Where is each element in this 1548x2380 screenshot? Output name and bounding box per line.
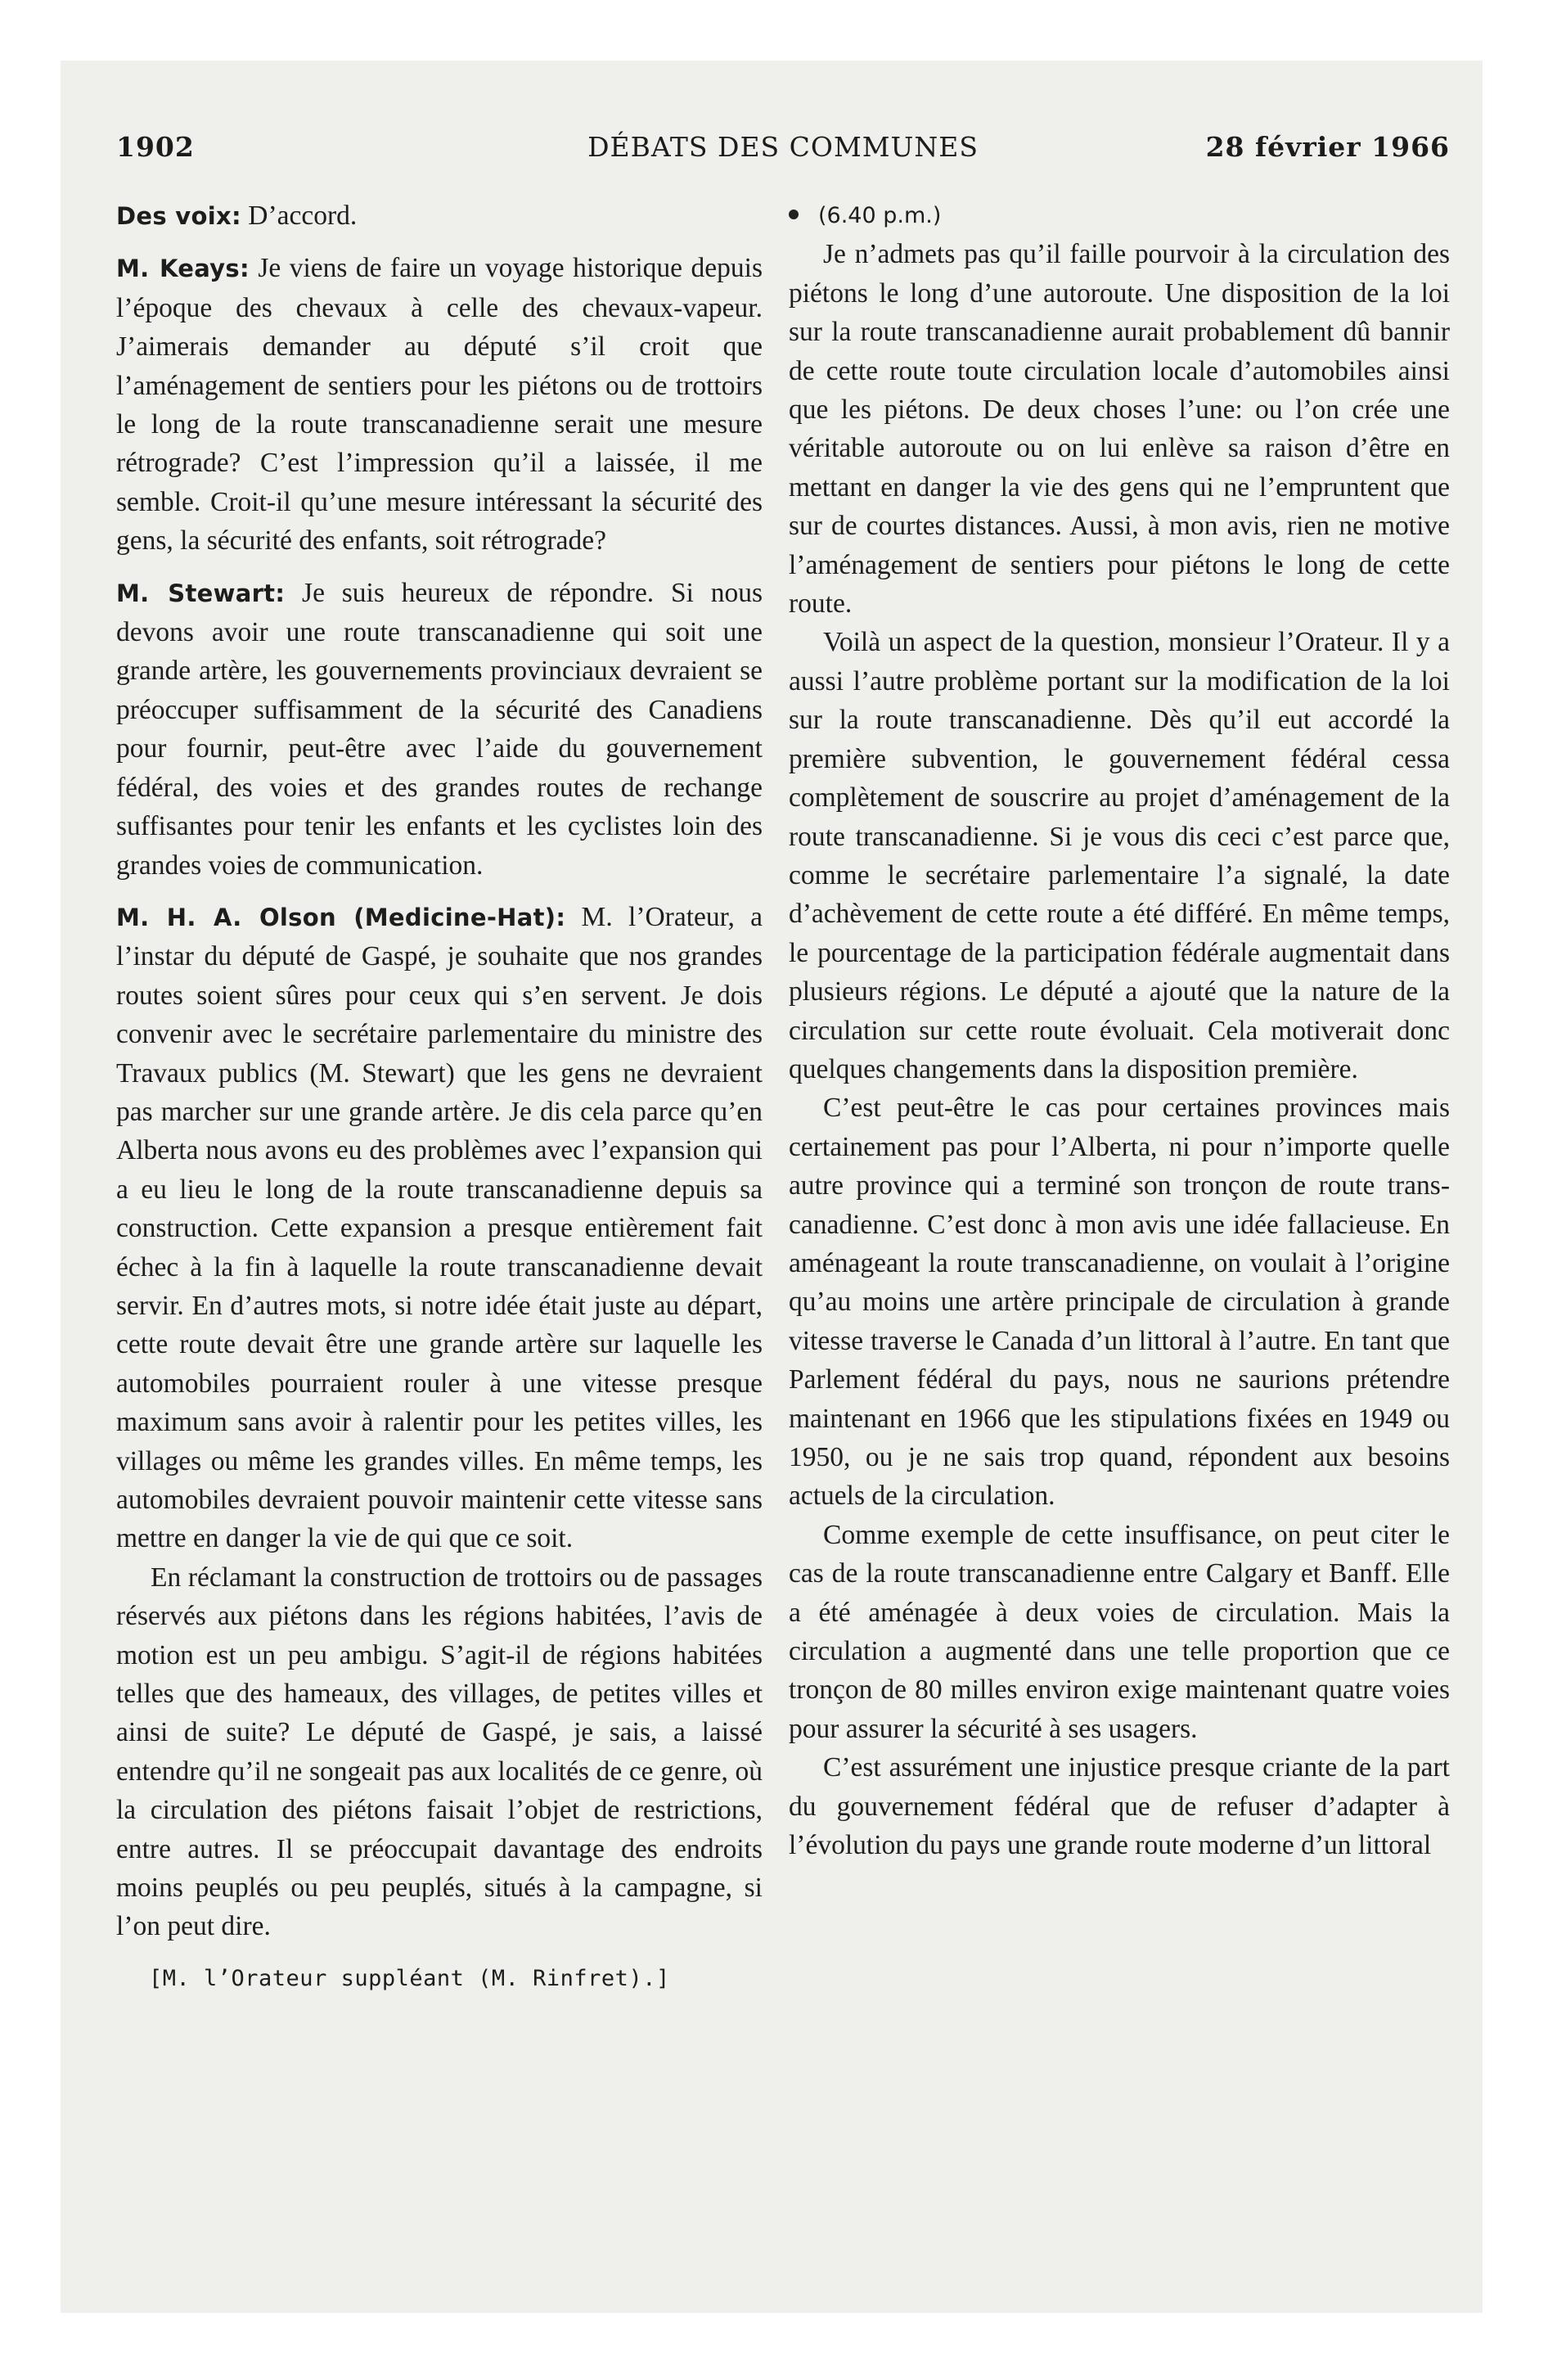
paragraph: [116, 196, 763, 236]
bullet-icon: [789, 210, 799, 219]
left-column: [116, 196, 763, 1998]
paragraph-text: Je suis heureux de répondre. Si nous devons avoir une route transcanadienne qui soit une grande artère, les gouvernements provinciaux devraient se préoccuper suffisamment de la sécurité des Canadiens pour fournir, peut-être avec l’aide du gouvernement fédéral, des voies et des grandes routes de rechange suffisantes pour tenir les enfants et les cyclistes loin des grandes voies de communication.: [116, 577, 763, 881]
paragraph: [116, 574, 763, 885]
paragraph: C’est assurément une injustice presque criante de la part du gouvernement fédéral que de refuser d’adapter à l’évolution du pays une grande route moderne d’un littoral: [789, 1752, 1450, 1861]
paragraph: [116, 249, 763, 560]
time-marker: [789, 196, 1450, 235]
speaker-name: M. H. A. Olson (Medicine-Hat):: [116, 903, 566, 931]
time-text: (6.40 p.m.): [818, 203, 942, 228]
paragraph: [116, 898, 763, 1558]
page-header: [116, 131, 1450, 172]
speaker-name: M. Keays:: [116, 255, 250, 283]
paragraph-text: Je viens de faire un voyage historique depuis l’époque des chevaux à celle des chevaux-vapeur. J’aimerais demander au député s’il croit que l’aménagement de sentiers pour les piétons ou de trottoirs le long de la route transcanadienne serait une mesure rétrograde? C’est l’impression qu’il a laissée, il me semble. Croit-il qu’une mesure intéressant la sécurité des gens, la sécurité des enfants, soit rétrograde?: [116, 253, 763, 557]
paragraph: Comme exemple de cette insuffisance, on peut citer le cas de la route transcanadienne entre Calgary et Banff. Elle a été aménagée à deux voies de circulation. Mais la circulation a augmenté dans une telle proportion que ce tronçon de 80 milles environ exige maintenant quatre voies pour assurer la sécurité à ses usagers.: [789, 1519, 1450, 1744]
session-date: 28 février 1966: [1205, 131, 1450, 163]
paragraph-text: En réclamant la construction de trottoirs ou de passages réservés aux piétons dans les régions habitées, l’avis de motion est un peu ambigu. S’agit-il de régions habitées telles que des hameaux, des villages, de petites villes et ainsi de suite? Le député de Gaspé, je sais, a laissé entendre qu’il ne songeait pas aux localités de ce genre, où la circulation des piétons faisait l’objet de restrictions, entre autres. Il se préoccupait davantage des endroits moins peuplés ou peu peuplés, situés à la campagne, si l’on peut dire.: [116, 1562, 763, 1942]
chair-note: [M. l’Orateur suppléant (M. Rinfret).]: [149, 1965, 670, 1991]
paragraph: C’est peut-être le cas pour certaines provinces mais certainement pas pour l’Alberta, ni pour n’importe quelle autre province qui a terminé son tronçon de route trans-canadienne. C’est donc à mon avis une idée fallacieuse. En aménageant la route transcanadienne, on voulait à l’origine qu’au moins une artère principale de circulation à grande vitesse traverse le Canada d’un littoral à l’autre. En tant que Parlement fédéral du pays, nous ne saurions prétendre maintenant en 1966 que les stipulations fixées en 1949 ou 1950, ou je ne sais trop quand, répondent aux besoins actuels de la circulation.: [789, 1093, 1450, 1512]
paragraph-text: M. l’Orateur, a l’instar du député de Gaspé, je souhaite que nos grandes routes soient sûres pour ceux qui s’en servent. Je dois convenir avec le secrétaire parlementaire du ministre des Travaux publics (M. Stewart) que les gens ne devraient pas marcher sur une grande artère. Je dis cela parce qu’en Alberta nous avons eu des problèmes avec l’expansion qui a eu lieu le long de la route transcanadienne depuis sa construction. Cette expansion a presque entièrement fait échec à la fin à laquelle la route transcanadienne devait servir. En d’autres mots, si notre idée était juste au départ, cette route devait être une grande artère sur laquelle les automobiles pourraient rouler à une vitesse presque maximum sans avoir à ralentir pour les petites villes, les villages ou même les grandes villes. En même temps, les automobiles devraient pouvoir maintenir cette vitesse sans mettre en danger la vie de qui que ce soit.: [116, 901, 763, 1554]
paragraph: Je n’admets pas qu’il faille pourvoir à la circulation des piétons le long d’une autoroute. Une disposition de la loi sur la route transcanadienne aurait probablement dû bannir de cette route toute circulation locale d’automobiles ainsi que les piétons. De deux choses l’une: ou l’on crée une véritable autoroute ou on lui enlève sa raison d’être en mettant en danger la vie des gens qui ne l’empruntent que sur de courtes distances. Aussi, à mon avis, rien ne motive l’aménagement de sentiers pour piétons le long de cette route.: [789, 239, 1450, 620]
paragraph-text: D’accord.: [248, 201, 358, 231]
paragraph: [116, 1558, 763, 1946]
paragraph: Voilà un aspect de la question, monsieur l’Orateur. Il y a aussi l’autre problème portant sur la modification de la loi sur la route transcanadienne. Dès qu’il eut accordé la première subvention, le gouvernement fédéral cessa complètement de souscrire au projet d’aménagement de la route transcanadienne. Si je vous dis ceci c’est parce que, comme le secrétaire parlementaire l’a signalé, la date d’achèvement de cette route a été différé. En même temps, le pourcentage de la participation fédérale augmentait dans plusieurs régions. Le député a ajouté que la nature de la circulation sur cette route évoluait. Cela motiverait donc quelques changements dans la disposition première.: [789, 627, 1450, 1084]
speaker-name: M. Stewart:: [116, 579, 286, 607]
page-number: 1902: [116, 131, 195, 163]
right-column: [789, 196, 1450, 1864]
publication-title: DÉBATS DES COMMUNES: [587, 131, 979, 163]
speaker-name: Des voix:: [116, 202, 241, 230]
